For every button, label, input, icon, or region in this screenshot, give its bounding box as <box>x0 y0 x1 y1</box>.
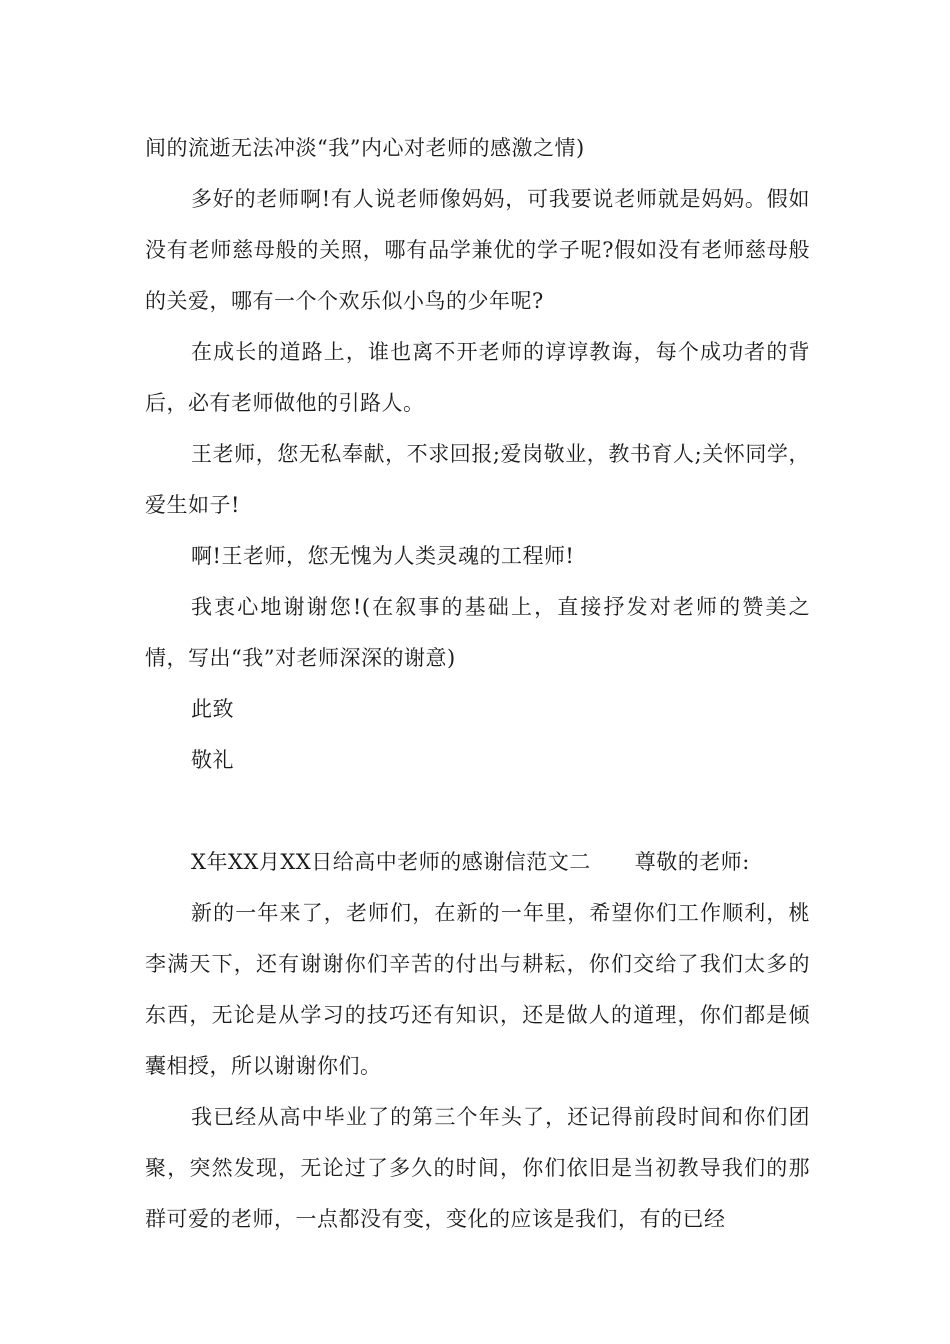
closing-cizhi: 此致 <box>191 697 234 721</box>
paragraph-heartfelt-thanks: 我衷心地谢谢您!(在叙事的基础上，直接抒发对老师的赞美之情，写出“我”对老师深深的谢意) <box>145 595 810 670</box>
paragraph-new-year: 新的一年来了，老师们，在新的一年里，希望你们工作顺利，桃李满天下，还有谢谢你们辛苦的付出与耕耘，你们交给了我们太多的东西，无论是从学习的技巧还有知识，还是做人的道理，你们都是倾囊相授，所以谢谢你们。 <box>145 901 810 1078</box>
closing-jingli: 敬礼 <box>191 748 234 772</box>
blank-line <box>145 786 810 837</box>
section-heading-line <box>145 837 810 888</box>
paragraph-graduation: 我已经从高中毕业了的第三个年头了，还记得前段时间和你们团聚，突然发现，无论过了多久的时间，你们依旧是当初教导我们的那群可爱的老师，一点都没有变，变化的应该是我们，有的已经 <box>145 1105 810 1231</box>
paragraph-good-teacher: 多好的老师啊!有人说老师像妈妈，可我要说老师就是妈妈。假如没有老师慈母般的关照，哪有品学兼优的学子呢?假如没有老师慈母般的关爱，哪有一个个欢乐似小鸟的少年呢? <box>145 187 810 313</box>
letter-salutation: 尊敬的老师: <box>634 850 750 874</box>
paragraph-growth-path: 在成长的道路上，谁也离不开老师的谆谆教诲，每个成功者的背后，必有老师做他的引路人。 <box>145 340 810 415</box>
paragraph-engineer-of-souls: 啊!王老师，您无愧为人类灵魂的工程师! <box>191 544 575 568</box>
letter-title: X年XX月XX日给高中老师的感谢信范文二 <box>191 850 591 874</box>
document-body <box>145 123 810 1245</box>
paragraph-continuation: 间的流逝无法冲淡“我”内心对老师的感激之情) <box>145 136 585 160</box>
paragraph-teacher-wang: 王老师，您无私奉献，不求回报;爱岗敬业，教书育人;关怀同学，爱生如子! <box>145 442 810 517</box>
